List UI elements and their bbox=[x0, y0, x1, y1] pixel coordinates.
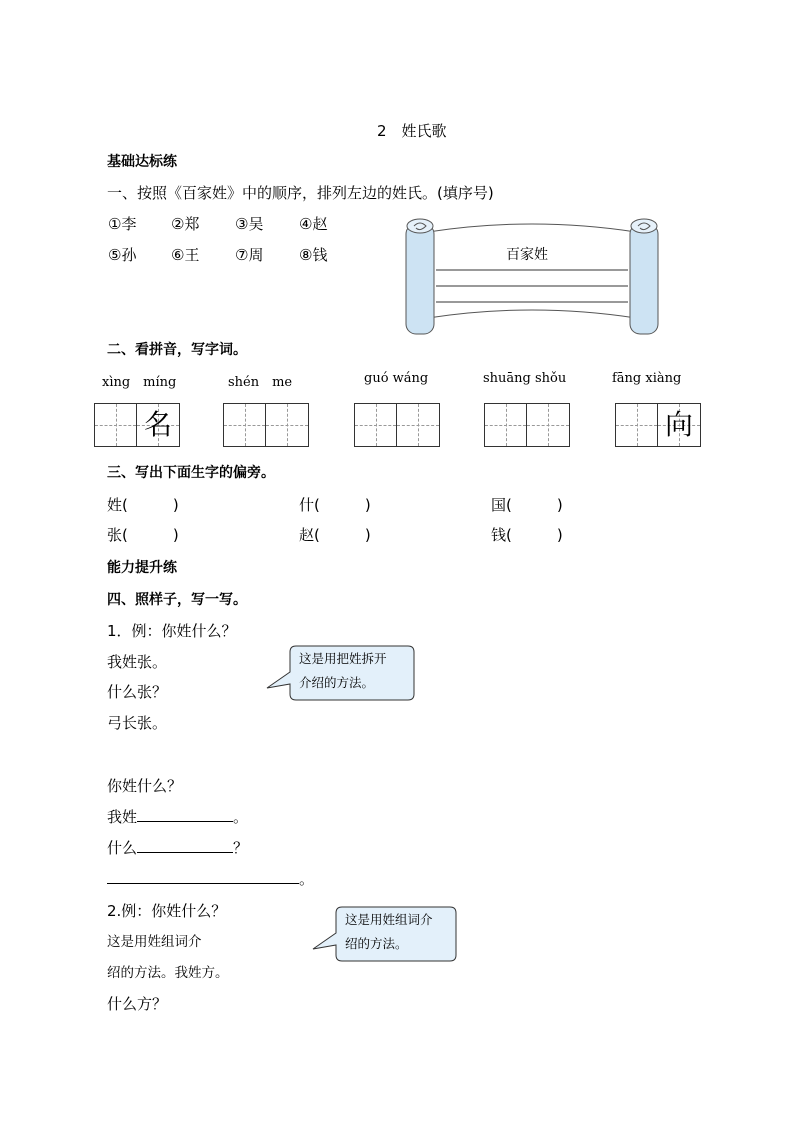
writing-grid-xingming[interactable] bbox=[94, 403, 180, 447]
ex1-line-1: 我姓张。 bbox=[107, 653, 168, 671]
scroll-illustration bbox=[398, 210, 666, 338]
ex1-fill-1: 我姓 。 bbox=[107, 808, 249, 826]
q3-heading: 三、写出下面生字的偏旁。 bbox=[107, 465, 275, 481]
q1-option-4: ④赵 bbox=[299, 215, 328, 233]
q1-option-2: ②郑 bbox=[171, 215, 200, 233]
writing-cell[interactable] bbox=[616, 404, 658, 446]
writing-cell[interactable] bbox=[224, 404, 266, 446]
answer-blank[interactable] bbox=[107, 869, 299, 884]
radical-qian[interactable]: 钱( ) bbox=[491, 526, 563, 544]
q1-option-6: ⑥王 bbox=[171, 246, 200, 264]
q4-heading: 四、照样子，写一写。 bbox=[107, 592, 247, 608]
writing-cell[interactable]: 向 bbox=[658, 404, 700, 446]
q1-option-8: ⑧钱 bbox=[299, 246, 328, 264]
writing-grid-guowang[interactable] bbox=[354, 403, 440, 447]
ex2-line-3: 什么方？ bbox=[107, 995, 168, 1013]
radical-zhao[interactable]: 赵( ) bbox=[299, 526, 371, 544]
pinyin-guowang: guó wáng bbox=[364, 371, 429, 386]
bubble-1-line-2: 介绍的方法。 bbox=[299, 675, 375, 690]
answer-blank[interactable] bbox=[137, 807, 233, 822]
ex2-label: 2.例：你姓什么？ bbox=[107, 902, 227, 920]
q1-heading: 一、按照《百家姓》中的顺序，排列左边的姓氏。(填序号) bbox=[107, 184, 494, 202]
pinyin-fangxiang: fāng xiàng bbox=[612, 371, 682, 386]
pinyin-shenme: shén me bbox=[228, 375, 293, 390]
radical-guo[interactable]: 国( ) bbox=[491, 496, 563, 514]
radical-xing[interactable]: 姓( ) bbox=[107, 496, 179, 514]
bubble-2-line-1: 这是用姓组词介 bbox=[345, 912, 433, 927]
writing-cell[interactable] bbox=[266, 404, 308, 446]
writing-cell[interactable] bbox=[527, 404, 569, 446]
ex1-label: 1．例：你姓什么？ bbox=[107, 622, 237, 640]
writing-cell[interactable] bbox=[485, 404, 527, 446]
page-title: 2 姓氏歌 bbox=[377, 122, 447, 140]
q1-option-3: ③吴 bbox=[235, 215, 264, 233]
q2-heading: 二、看拼音，写字词。 bbox=[107, 342, 247, 358]
ex1-line-2: 什么张？ bbox=[107, 683, 168, 701]
radical-zhang[interactable]: 张( ) bbox=[107, 526, 179, 544]
ex1-fill-3: 。 bbox=[107, 868, 314, 889]
writing-cell[interactable] bbox=[397, 404, 439, 446]
q1-option-7: ⑦周 bbox=[235, 246, 264, 264]
writing-cell[interactable] bbox=[95, 404, 137, 446]
pinyin-xingming: xìng míng bbox=[102, 375, 177, 390]
section-basic: 基础达标练 bbox=[107, 154, 177, 170]
ex1-fill-2: 什么 ？ bbox=[107, 839, 249, 857]
ex2-line-2: 绍的方法。我姓方。 bbox=[107, 965, 229, 981]
writing-cell[interactable]: 名 bbox=[137, 404, 179, 446]
bubble-2-line-2: 绍的方法。 bbox=[345, 936, 408, 951]
q1-option-1: ①李 bbox=[108, 215, 137, 233]
answer-blank[interactable] bbox=[137, 838, 233, 853]
scroll-title: 百家姓 bbox=[506, 247, 548, 263]
pinyin-shuangshou: shuāng shǒu bbox=[483, 371, 567, 386]
ex1-ask: 你姓什么？ bbox=[107, 777, 183, 795]
ex2-line-1: 这是用姓组词介 bbox=[107, 934, 202, 950]
q1-option-5: ⑤孙 bbox=[108, 246, 137, 264]
ex1-line-3: 弓长张。 bbox=[107, 714, 168, 732]
radical-shen[interactable]: 什( ) bbox=[299, 496, 371, 514]
bubble-1-line-1: 这是用把姓拆开 bbox=[299, 651, 387, 666]
writing-grid-shuangshou[interactable] bbox=[484, 403, 570, 447]
writing-cell[interactable] bbox=[355, 404, 397, 446]
section-advanced: 能力提升练 bbox=[107, 560, 177, 576]
writing-grid-fangxiang[interactable] bbox=[615, 403, 701, 447]
writing-grid-shenme[interactable] bbox=[223, 403, 309, 447]
